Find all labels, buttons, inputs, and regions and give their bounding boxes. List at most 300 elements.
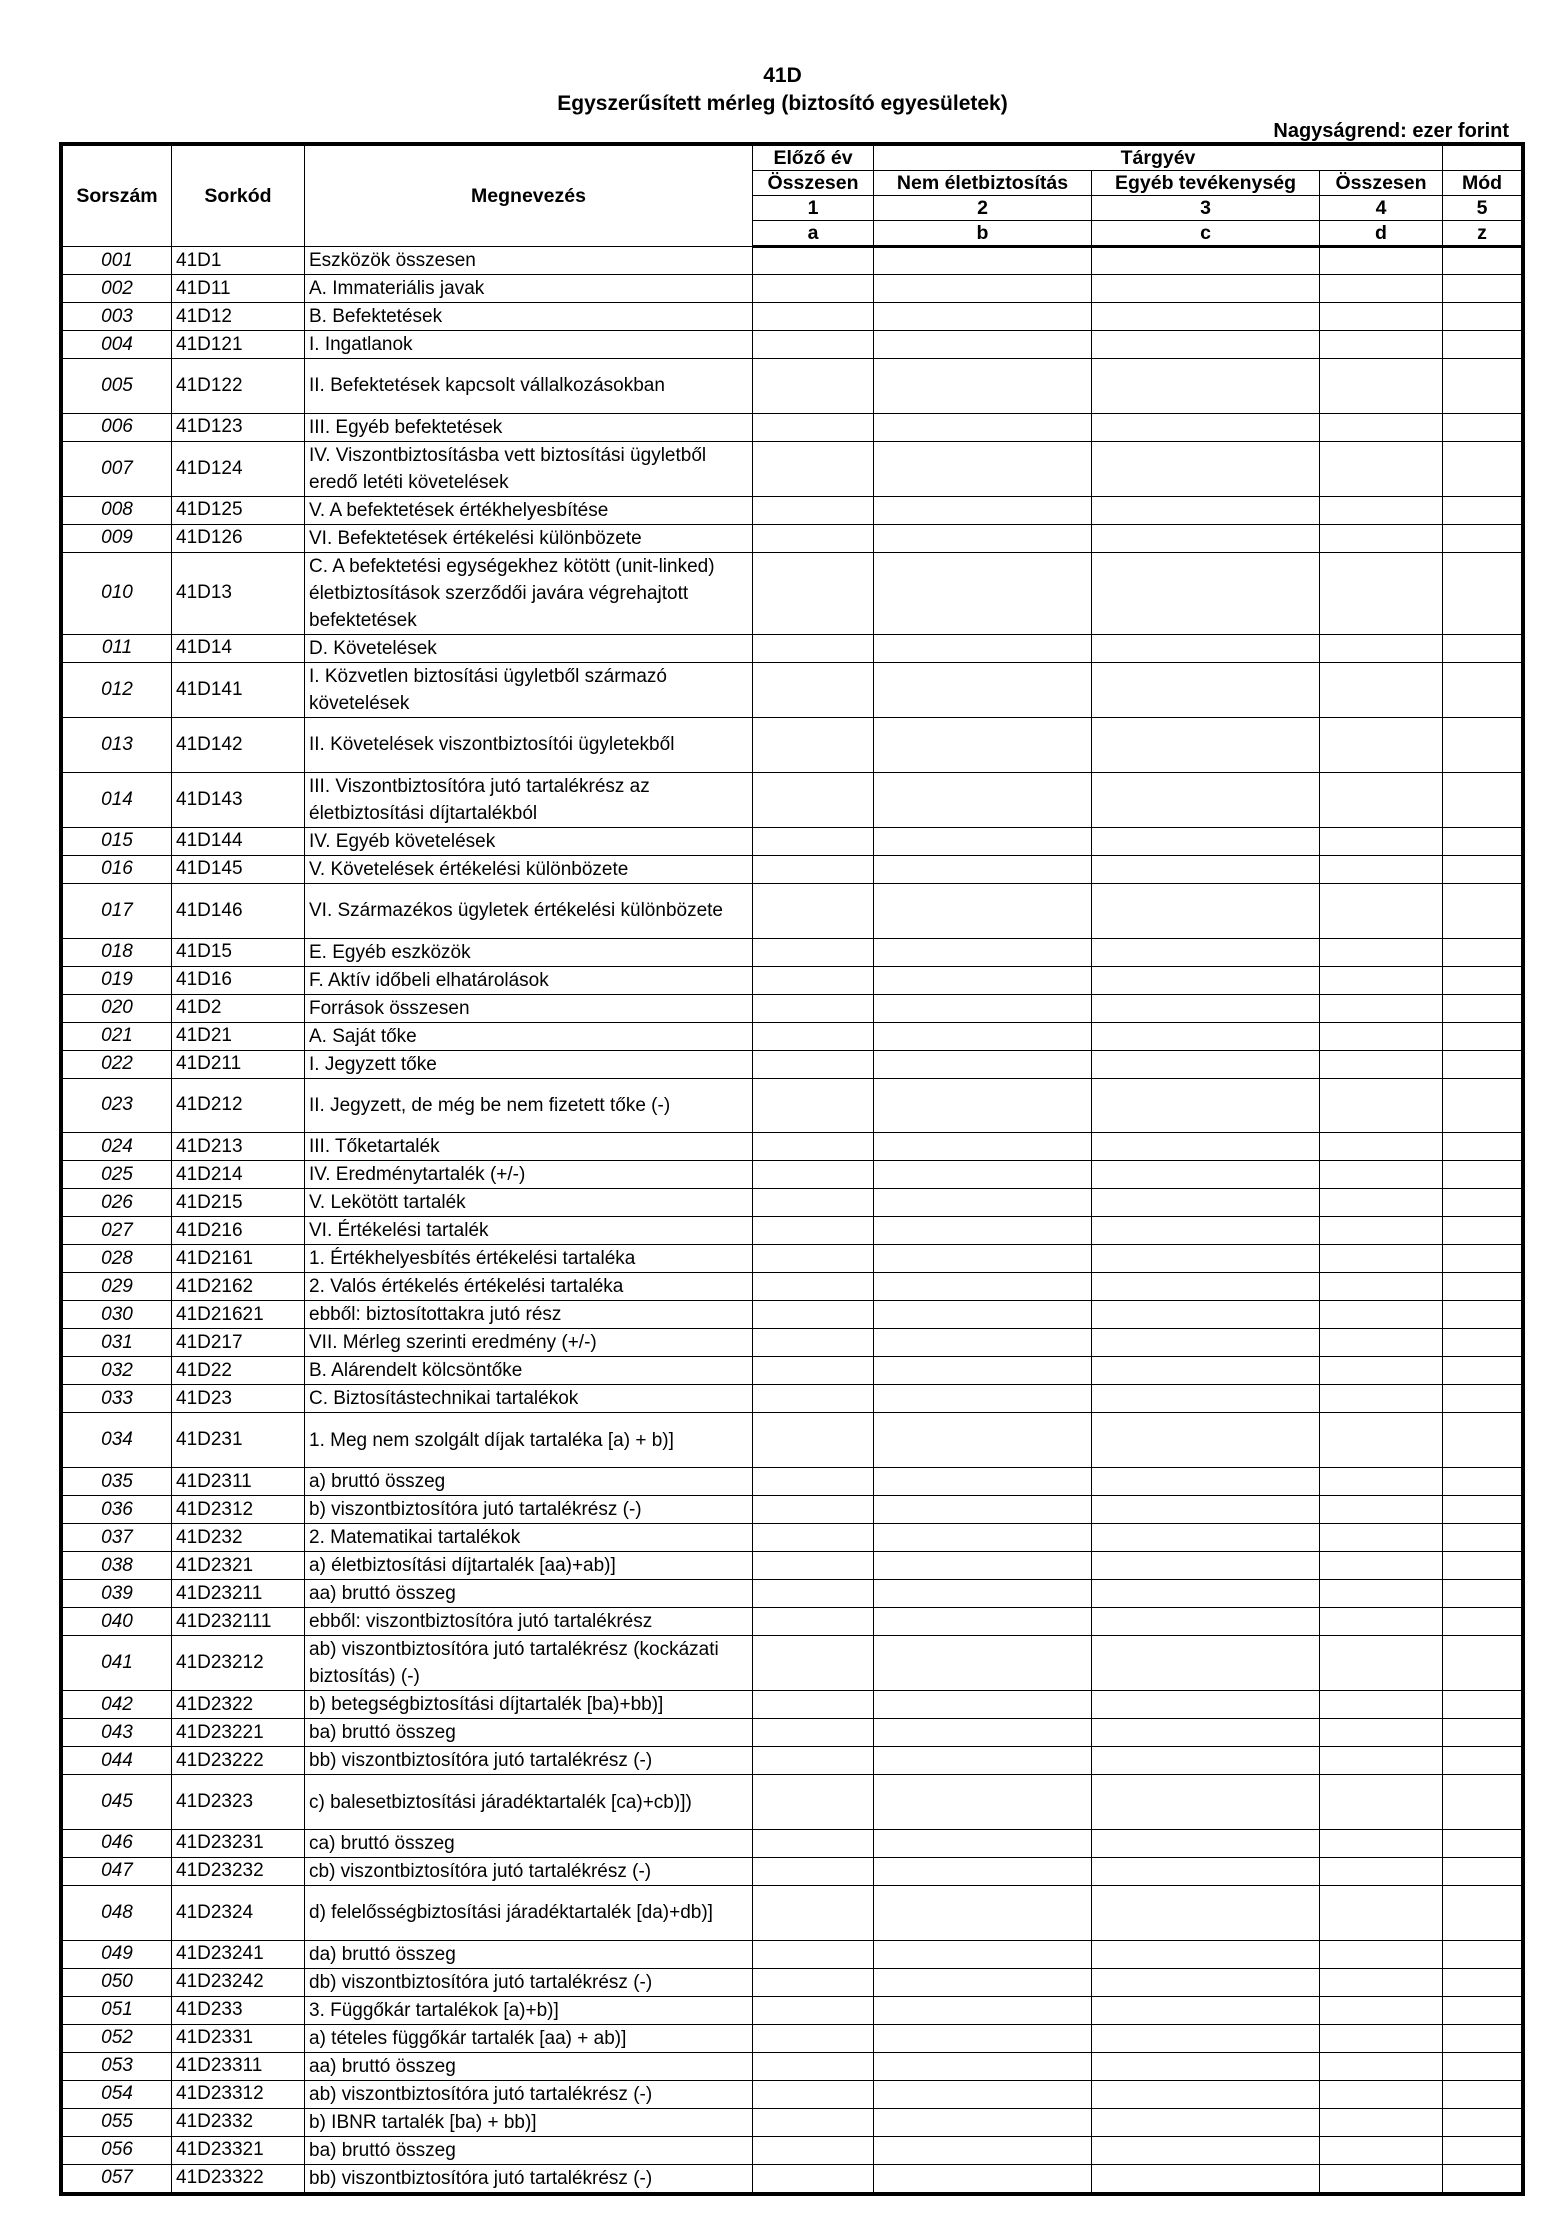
value-elozo-ev[interactable]	[753, 938, 874, 966]
value-elozo-ev[interactable]	[753, 1747, 874, 1775]
value-elozo-ev[interactable]	[753, 1133, 874, 1161]
value-mod[interactable]	[1443, 1496, 1522, 1524]
value-elozo-ev[interactable]	[753, 1273, 874, 1301]
value-egyeb-tevekenyseg[interactable]	[1092, 966, 1320, 994]
table-row	[63, 1078, 1522, 1133]
value-egyeb-tevekenyseg[interactable]	[1092, 855, 1320, 883]
value-mod[interactable]	[1443, 1273, 1522, 1301]
balance-sheet-table	[62, 145, 1522, 2193]
value-mod[interactable]	[1443, 717, 1522, 772]
value-mod[interactable]	[1443, 303, 1522, 331]
value-osszesen[interactable]	[1320, 1719, 1443, 1747]
row-number: 056	[63, 2136, 172, 2164]
value-nem-eletbiztositas[interactable]	[874, 1747, 1092, 1775]
value-osszesen[interactable]	[1320, 2024, 1443, 2052]
value-egyeb-tevekenyseg[interactable]	[1092, 1245, 1320, 1273]
value-mod[interactable]	[1443, 2164, 1522, 2192]
value-egyeb-tevekenyseg[interactable]	[1092, 303, 1320, 331]
value-mod[interactable]	[1443, 2024, 1522, 2052]
value-mod[interactable]	[1443, 966, 1522, 994]
value-nem-eletbiztositas[interactable]	[874, 2164, 1092, 2192]
value-elozo-ev[interactable]	[753, 1245, 874, 1273]
value-elozo-ev[interactable]	[753, 275, 874, 303]
value-osszesen[interactable]	[1320, 1829, 1443, 1857]
value-nem-eletbiztositas[interactable]	[874, 524, 1092, 552]
value-egyeb-tevekenyseg[interactable]	[1092, 1552, 1320, 1580]
value-osszesen[interactable]	[1320, 359, 1443, 414]
value-egyeb-tevekenyseg[interactable]	[1092, 1385, 1320, 1413]
value-elozo-ev[interactable]	[753, 1022, 874, 1050]
value-nem-eletbiztositas[interactable]	[874, 1524, 1092, 1552]
value-osszesen[interactable]	[1320, 441, 1443, 496]
value-osszesen[interactable]	[1320, 1050, 1443, 1078]
value-nem-eletbiztositas[interactable]	[874, 772, 1092, 827]
value-mod[interactable]	[1443, 524, 1522, 552]
value-elozo-ev[interactable]	[753, 1468, 874, 1496]
value-mod[interactable]	[1443, 1161, 1522, 1189]
value-egyeb-tevekenyseg[interactable]	[1092, 1022, 1320, 1050]
value-nem-eletbiztositas[interactable]	[874, 1245, 1092, 1273]
value-egyeb-tevekenyseg[interactable]	[1092, 524, 1320, 552]
value-egyeb-tevekenyseg[interactable]	[1092, 1217, 1320, 1245]
value-egyeb-tevekenyseg[interactable]	[1092, 1078, 1320, 1133]
table-row	[63, 1189, 1522, 1217]
value-osszesen[interactable]	[1320, 524, 1443, 552]
table-row	[63, 1747, 1522, 1775]
value-mod[interactable]	[1443, 1413, 1522, 1468]
value-elozo-ev[interactable]	[753, 827, 874, 855]
value-nem-eletbiztositas[interactable]	[874, 1050, 1092, 1078]
value-mod[interactable]	[1443, 552, 1522, 634]
value-elozo-ev[interactable]	[753, 634, 874, 662]
value-nem-eletbiztositas[interactable]	[874, 2024, 1092, 2052]
value-elozo-ev[interactable]	[753, 1050, 874, 1078]
value-osszesen[interactable]	[1320, 2164, 1443, 2192]
value-mod[interactable]	[1443, 275, 1522, 303]
value-osszesen[interactable]	[1320, 1496, 1443, 1524]
value-nem-eletbiztositas[interactable]	[874, 303, 1092, 331]
value-egyeb-tevekenyseg[interactable]	[1092, 1496, 1320, 1524]
value-osszesen[interactable]	[1320, 1636, 1443, 1691]
value-egyeb-tevekenyseg[interactable]	[1092, 2052, 1320, 2080]
value-egyeb-tevekenyseg[interactable]	[1092, 883, 1320, 938]
value-mod[interactable]	[1443, 1022, 1522, 1050]
value-nem-eletbiztositas[interactable]	[874, 359, 1092, 414]
value-osszesen[interactable]	[1320, 2108, 1443, 2136]
value-mod[interactable]	[1443, 331, 1522, 359]
value-elozo-ev[interactable]	[753, 1189, 874, 1217]
value-mod[interactable]	[1443, 1217, 1522, 1245]
value-nem-eletbiztositas[interactable]	[874, 247, 1092, 275]
value-osszesen[interactable]	[1320, 1329, 1443, 1357]
value-nem-eletbiztositas[interactable]	[874, 1996, 1092, 2024]
value-elozo-ev[interactable]	[753, 1078, 874, 1133]
value-egyeb-tevekenyseg[interactable]	[1092, 1189, 1320, 1217]
value-egyeb-tevekenyseg[interactable]	[1092, 1636, 1320, 1691]
value-nem-eletbiztositas[interactable]	[874, 1189, 1092, 1217]
value-mod[interactable]	[1443, 1608, 1522, 1636]
value-egyeb-tevekenyseg[interactable]	[1092, 1940, 1320, 1968]
value-egyeb-tevekenyseg[interactable]	[1092, 2164, 1320, 2192]
value-elozo-ev[interactable]	[753, 1329, 874, 1357]
value-egyeb-tevekenyseg[interactable]	[1092, 1301, 1320, 1329]
value-nem-eletbiztositas[interactable]	[874, 441, 1092, 496]
value-mod[interactable]	[1443, 1357, 1522, 1385]
value-elozo-ev[interactable]	[753, 855, 874, 883]
value-egyeb-tevekenyseg[interactable]	[1092, 2108, 1320, 2136]
value-egyeb-tevekenyseg[interactable]	[1092, 413, 1320, 441]
value-mod[interactable]	[1443, 1385, 1522, 1413]
value-elozo-ev[interactable]	[753, 1829, 874, 1857]
value-nem-eletbiztositas[interactable]	[874, 552, 1092, 634]
value-nem-eletbiztositas[interactable]	[874, 855, 1092, 883]
value-mod[interactable]	[1443, 662, 1522, 717]
value-osszesen[interactable]	[1320, 1189, 1443, 1217]
value-elozo-ev[interactable]	[753, 331, 874, 359]
value-elozo-ev[interactable]	[753, 2052, 874, 2080]
value-elozo-ev[interactable]	[753, 994, 874, 1022]
value-nem-eletbiztositas[interactable]	[874, 331, 1092, 359]
value-nem-eletbiztositas[interactable]	[874, 1385, 1092, 1413]
value-elozo-ev[interactable]	[753, 1496, 874, 1524]
value-nem-eletbiztositas[interactable]	[874, 1636, 1092, 1691]
value-elozo-ev[interactable]	[753, 552, 874, 634]
value-nem-eletbiztositas[interactable]	[874, 938, 1092, 966]
value-egyeb-tevekenyseg[interactable]	[1092, 772, 1320, 827]
value-elozo-ev[interactable]	[753, 247, 874, 275]
value-egyeb-tevekenyseg[interactable]	[1092, 1996, 1320, 2024]
value-nem-eletbiztositas[interactable]	[874, 662, 1092, 717]
value-nem-eletbiztositas[interactable]	[874, 883, 1092, 938]
value-mod[interactable]	[1443, 1940, 1522, 1968]
row-number: 047	[63, 1857, 172, 1885]
value-mod[interactable]	[1443, 772, 1522, 827]
value-egyeb-tevekenyseg[interactable]	[1092, 1691, 1320, 1719]
row-number: 015	[63, 827, 172, 855]
value-nem-eletbiztositas[interactable]	[874, 1301, 1092, 1329]
row-number: 041	[63, 1636, 172, 1691]
value-mod[interactable]	[1443, 1691, 1522, 1719]
value-elozo-ev[interactable]	[753, 1857, 874, 1885]
value-nem-eletbiztositas[interactable]	[874, 1217, 1092, 1245]
value-egyeb-tevekenyseg[interactable]	[1092, 2136, 1320, 2164]
value-nem-eletbiztositas[interactable]	[874, 2136, 1092, 2164]
value-mod[interactable]	[1443, 2108, 1522, 2136]
value-osszesen[interactable]	[1320, 1413, 1443, 1468]
value-nem-eletbiztositas[interactable]	[874, 717, 1092, 772]
value-osszesen[interactable]	[1320, 772, 1443, 827]
value-nem-eletbiztositas[interactable]	[874, 275, 1092, 303]
value-osszesen[interactable]	[1320, 247, 1443, 275]
value-nem-eletbiztositas[interactable]	[874, 1496, 1092, 1524]
value-osszesen[interactable]	[1320, 1857, 1443, 1885]
value-mod[interactable]	[1443, 247, 1522, 275]
value-egyeb-tevekenyseg[interactable]	[1092, 1968, 1320, 1996]
value-osszesen[interactable]	[1320, 275, 1443, 303]
value-egyeb-tevekenyseg[interactable]	[1092, 441, 1320, 496]
value-egyeb-tevekenyseg[interactable]	[1092, 1719, 1320, 1747]
value-elozo-ev[interactable]	[753, 2108, 874, 2136]
value-egyeb-tevekenyseg[interactable]	[1092, 1413, 1320, 1468]
value-nem-eletbiztositas[interactable]	[874, 1022, 1092, 1050]
value-osszesen[interactable]	[1320, 994, 1443, 1022]
value-elozo-ev[interactable]	[753, 1217, 874, 1245]
value-egyeb-tevekenyseg[interactable]	[1092, 1857, 1320, 1885]
value-elozo-ev[interactable]	[753, 717, 874, 772]
value-egyeb-tevekenyseg[interactable]	[1092, 247, 1320, 275]
value-nem-eletbiztositas[interactable]	[874, 1468, 1092, 1496]
value-nem-eletbiztositas[interactable]	[874, 1885, 1092, 1940]
value-mod[interactable]	[1443, 855, 1522, 883]
value-egyeb-tevekenyseg[interactable]	[1092, 1829, 1320, 1857]
value-nem-eletbiztositas[interactable]	[874, 1413, 1092, 1468]
value-mod[interactable]	[1443, 1301, 1522, 1329]
value-mod[interactable]	[1443, 1747, 1522, 1775]
value-osszesen[interactable]	[1320, 855, 1443, 883]
value-nem-eletbiztositas[interactable]	[874, 634, 1092, 662]
value-egyeb-tevekenyseg[interactable]	[1092, 1468, 1320, 1496]
value-osszesen[interactable]	[1320, 1273, 1443, 1301]
value-mod[interactable]	[1443, 441, 1522, 496]
value-egyeb-tevekenyseg[interactable]	[1092, 1885, 1320, 1940]
value-mod[interactable]	[1443, 1050, 1522, 1078]
value-osszesen[interactable]	[1320, 1996, 1443, 2024]
value-osszesen[interactable]	[1320, 1608, 1443, 1636]
value-elozo-ev[interactable]	[753, 1775, 874, 1830]
value-elozo-ev[interactable]	[753, 1524, 874, 1552]
value-osszesen[interactable]	[1320, 1385, 1443, 1413]
value-mod[interactable]	[1443, 1829, 1522, 1857]
value-elozo-ev[interactable]	[753, 1968, 874, 1996]
value-egyeb-tevekenyseg[interactable]	[1092, 1329, 1320, 1357]
value-egyeb-tevekenyseg[interactable]	[1092, 994, 1320, 1022]
value-elozo-ev[interactable]	[753, 1161, 874, 1189]
value-elozo-ev[interactable]	[753, 359, 874, 414]
value-mod[interactable]	[1443, 359, 1522, 414]
value-mod[interactable]	[1443, 413, 1522, 441]
value-egyeb-tevekenyseg[interactable]	[1092, 1608, 1320, 1636]
value-nem-eletbiztositas[interactable]	[874, 1691, 1092, 1719]
value-mod[interactable]	[1443, 1468, 1522, 1496]
value-osszesen[interactable]	[1320, 1940, 1443, 1968]
value-elozo-ev[interactable]	[753, 883, 874, 938]
value-egyeb-tevekenyseg[interactable]	[1092, 496, 1320, 524]
value-elozo-ev[interactable]	[753, 1940, 874, 1968]
value-egyeb-tevekenyseg[interactable]	[1092, 359, 1320, 414]
value-osszesen[interactable]	[1320, 883, 1443, 938]
value-egyeb-tevekenyseg[interactable]	[1092, 827, 1320, 855]
value-nem-eletbiztositas[interactable]	[874, 827, 1092, 855]
value-egyeb-tevekenyseg[interactable]	[1092, 331, 1320, 359]
value-nem-eletbiztositas[interactable]	[874, 1968, 1092, 1996]
value-egyeb-tevekenyseg[interactable]	[1092, 1747, 1320, 1775]
value-mod[interactable]	[1443, 496, 1522, 524]
value-nem-eletbiztositas[interactable]	[874, 1552, 1092, 1580]
value-mod[interactable]	[1443, 1189, 1522, 1217]
value-elozo-ev[interactable]	[753, 2136, 874, 2164]
value-osszesen[interactable]	[1320, 662, 1443, 717]
row-name: V. A befektetések értékhelyesbítése	[305, 496, 753, 524]
value-osszesen[interactable]	[1320, 1468, 1443, 1496]
value-elozo-ev[interactable]	[753, 2164, 874, 2192]
value-osszesen[interactable]	[1320, 496, 1443, 524]
value-mod[interactable]	[1443, 2080, 1522, 2108]
row-code: 41D146	[172, 883, 305, 938]
value-elozo-ev[interactable]	[753, 1636, 874, 1691]
value-elozo-ev[interactable]	[753, 441, 874, 496]
value-elozo-ev[interactable]	[753, 1996, 874, 2024]
value-elozo-ev[interactable]	[753, 303, 874, 331]
value-nem-eletbiztositas[interactable]	[874, 2080, 1092, 2108]
value-osszesen[interactable]	[1320, 1580, 1443, 1608]
value-egyeb-tevekenyseg[interactable]	[1092, 1273, 1320, 1301]
value-osszesen[interactable]	[1320, 1357, 1443, 1385]
table-row	[63, 938, 1522, 966]
col-header-osszesen: Összesen	[753, 171, 874, 196]
value-egyeb-tevekenyseg[interactable]	[1092, 1775, 1320, 1830]
value-nem-eletbiztositas[interactable]	[874, 1580, 1092, 1608]
value-mod[interactable]	[1443, 2052, 1522, 2080]
value-mod[interactable]	[1443, 1078, 1522, 1133]
row-code: 41D232111	[172, 1608, 305, 1636]
value-nem-eletbiztositas[interactable]	[874, 496, 1092, 524]
value-elozo-ev[interactable]	[753, 662, 874, 717]
value-mod[interactable]	[1443, 1580, 1522, 1608]
value-mod[interactable]	[1443, 1968, 1522, 1996]
value-nem-eletbiztositas[interactable]	[874, 1273, 1092, 1301]
value-osszesen[interactable]	[1320, 827, 1443, 855]
value-mod[interactable]	[1443, 883, 1522, 938]
value-osszesen[interactable]	[1320, 717, 1443, 772]
value-osszesen[interactable]	[1320, 634, 1443, 662]
value-osszesen[interactable]	[1320, 331, 1443, 359]
value-egyeb-tevekenyseg[interactable]	[1092, 1161, 1320, 1189]
value-osszesen[interactable]	[1320, 552, 1443, 634]
value-egyeb-tevekenyseg[interactable]	[1092, 717, 1320, 772]
value-nem-eletbiztositas[interactable]	[874, 1078, 1092, 1133]
value-osszesen[interactable]	[1320, 1022, 1443, 1050]
value-mod[interactable]	[1443, 994, 1522, 1022]
value-mod[interactable]	[1443, 1245, 1522, 1273]
value-nem-eletbiztositas[interactable]	[874, 966, 1092, 994]
value-elozo-ev[interactable]	[753, 1301, 874, 1329]
value-osszesen[interactable]	[1320, 1552, 1443, 1580]
value-osszesen[interactable]	[1320, 1747, 1443, 1775]
value-osszesen[interactable]	[1320, 1524, 1443, 1552]
value-egyeb-tevekenyseg[interactable]	[1092, 634, 1320, 662]
value-nem-eletbiztositas[interactable]	[874, 1329, 1092, 1357]
value-osszesen[interactable]	[1320, 303, 1443, 331]
value-egyeb-tevekenyseg[interactable]	[1092, 2024, 1320, 2052]
value-osszesen[interactable]	[1320, 1133, 1443, 1161]
value-nem-eletbiztositas[interactable]	[874, 2108, 1092, 2136]
value-osszesen[interactable]	[1320, 1078, 1443, 1133]
value-mod[interactable]	[1443, 938, 1522, 966]
value-egyeb-tevekenyseg[interactable]	[1092, 938, 1320, 966]
value-mod[interactable]	[1443, 634, 1522, 662]
value-elozo-ev[interactable]	[753, 2080, 874, 2108]
value-elozo-ev[interactable]	[753, 1357, 874, 1385]
value-nem-eletbiztositas[interactable]	[874, 1357, 1092, 1385]
value-osszesen[interactable]	[1320, 1217, 1443, 1245]
value-mod[interactable]	[1443, 1524, 1522, 1552]
value-mod[interactable]	[1443, 827, 1522, 855]
value-egyeb-tevekenyseg[interactable]	[1092, 275, 1320, 303]
value-mod[interactable]	[1443, 1996, 1522, 2024]
value-osszesen[interactable]	[1320, 2080, 1443, 2108]
value-osszesen[interactable]	[1320, 1775, 1443, 1830]
value-egyeb-tevekenyseg[interactable]	[1092, 552, 1320, 634]
value-elozo-ev[interactable]	[753, 1580, 874, 1608]
value-elozo-ev[interactable]	[753, 1385, 874, 1413]
value-osszesen[interactable]	[1320, 1301, 1443, 1329]
value-osszesen[interactable]	[1320, 413, 1443, 441]
value-nem-eletbiztositas[interactable]	[874, 1161, 1092, 1189]
value-nem-eletbiztositas[interactable]	[874, 1857, 1092, 1885]
value-nem-eletbiztositas[interactable]	[874, 1940, 1092, 1968]
value-elozo-ev[interactable]	[753, 1885, 874, 1940]
value-nem-eletbiztositas[interactable]	[874, 994, 1092, 1022]
value-mod[interactable]	[1443, 1719, 1522, 1747]
value-elozo-ev[interactable]	[753, 413, 874, 441]
value-mod[interactable]	[1443, 1636, 1522, 1691]
value-mod[interactable]	[1443, 1552, 1522, 1580]
value-osszesen[interactable]	[1320, 966, 1443, 994]
value-mod[interactable]	[1443, 1329, 1522, 1357]
value-egyeb-tevekenyseg[interactable]	[1092, 1580, 1320, 1608]
value-egyeb-tevekenyseg[interactable]	[1092, 2080, 1320, 2108]
value-osszesen[interactable]	[1320, 1245, 1443, 1273]
value-nem-eletbiztositas[interactable]	[874, 413, 1092, 441]
value-egyeb-tevekenyseg[interactable]	[1092, 1357, 1320, 1385]
value-elozo-ev[interactable]	[753, 1719, 874, 1747]
value-nem-eletbiztositas[interactable]	[874, 1775, 1092, 1830]
value-elozo-ev[interactable]	[753, 772, 874, 827]
value-nem-eletbiztositas[interactable]	[874, 1133, 1092, 1161]
value-nem-eletbiztositas[interactable]	[874, 1829, 1092, 1857]
value-egyeb-tevekenyseg[interactable]	[1092, 662, 1320, 717]
value-osszesen[interactable]	[1320, 1885, 1443, 1940]
value-elozo-ev[interactable]	[753, 966, 874, 994]
value-nem-eletbiztositas[interactable]	[874, 1719, 1092, 1747]
value-mod[interactable]	[1443, 1885, 1522, 1940]
value-egyeb-tevekenyseg[interactable]	[1092, 1524, 1320, 1552]
value-osszesen[interactable]	[1320, 1161, 1443, 1189]
value-elozo-ev[interactable]	[753, 1608, 874, 1636]
value-elozo-ev[interactable]	[753, 496, 874, 524]
value-mod[interactable]	[1443, 1775, 1522, 1830]
value-osszesen[interactable]	[1320, 2136, 1443, 2164]
value-egyeb-tevekenyseg[interactable]	[1092, 1050, 1320, 1078]
value-osszesen[interactable]	[1320, 938, 1443, 966]
value-mod[interactable]	[1443, 1133, 1522, 1161]
value-elozo-ev[interactable]	[753, 2024, 874, 2052]
value-osszesen[interactable]	[1320, 2052, 1443, 2080]
value-nem-eletbiztositas[interactable]	[874, 1608, 1092, 1636]
row-code: 41D143	[172, 772, 305, 827]
value-elozo-ev[interactable]	[753, 524, 874, 552]
value-elozo-ev[interactable]	[753, 1413, 874, 1468]
value-elozo-ev[interactable]	[753, 1552, 874, 1580]
value-osszesen[interactable]	[1320, 1691, 1443, 1719]
row-number: 034	[63, 1413, 172, 1468]
value-mod[interactable]	[1443, 2136, 1522, 2164]
value-osszesen[interactable]	[1320, 1968, 1443, 1996]
value-elozo-ev[interactable]	[753, 1691, 874, 1719]
value-egyeb-tevekenyseg[interactable]	[1092, 1133, 1320, 1161]
value-mod[interactable]	[1443, 1857, 1522, 1885]
value-nem-eletbiztositas[interactable]	[874, 2052, 1092, 2080]
